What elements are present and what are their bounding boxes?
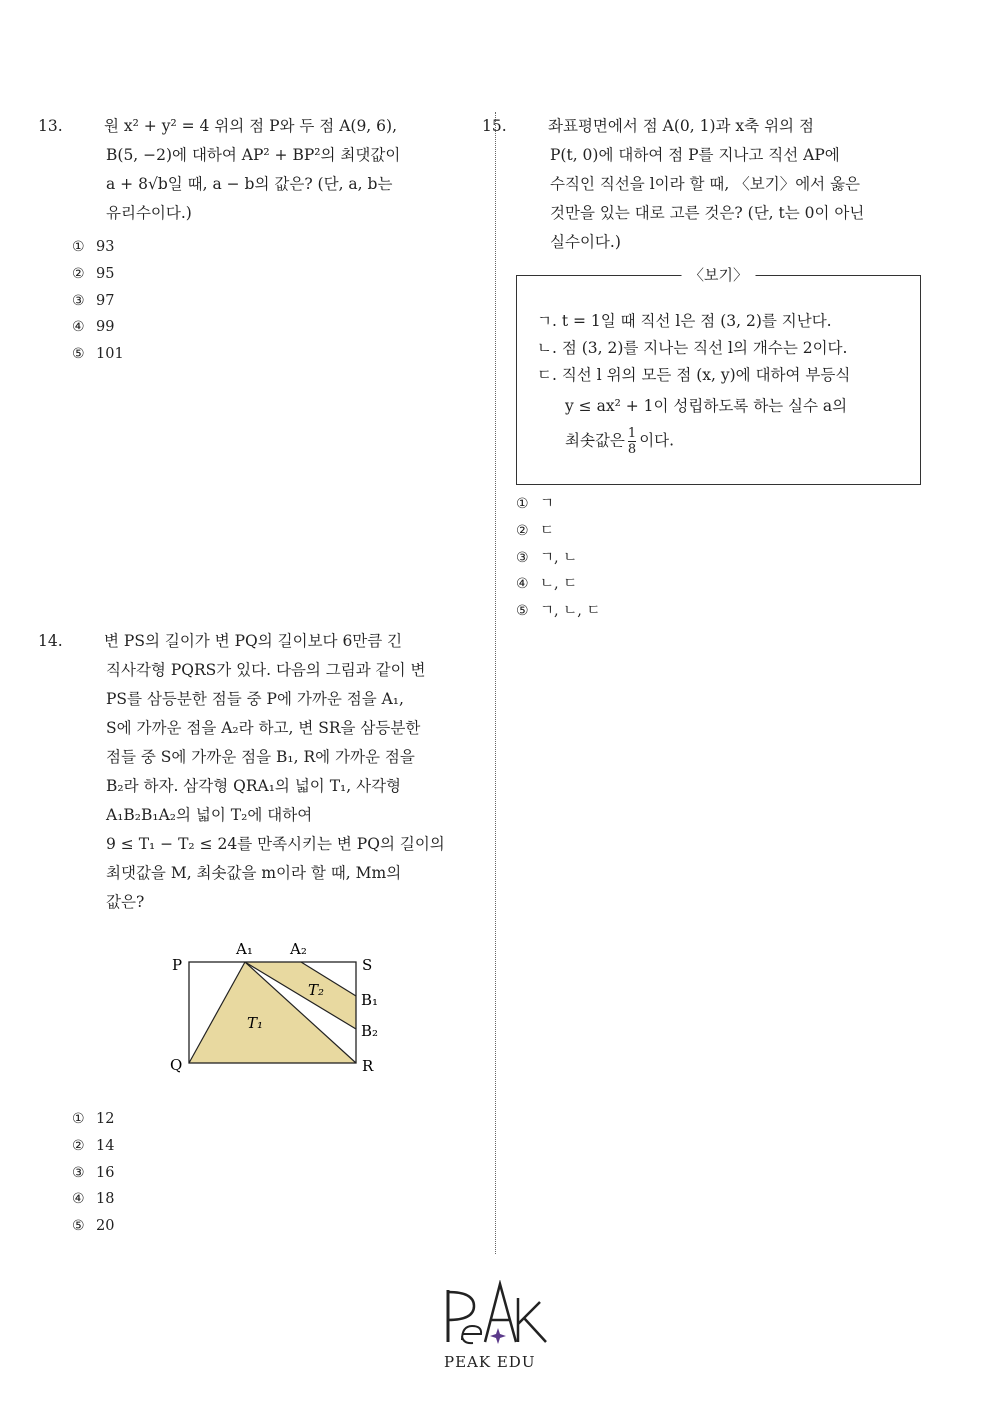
question-14 xyxy=(38,627,477,917)
choice-mark: ④ xyxy=(72,1191,85,1208)
choice-mark: ④ xyxy=(72,319,85,336)
question-15 xyxy=(482,112,921,625)
q15-number: 15. xyxy=(482,117,507,135)
bogi-box xyxy=(516,266,921,485)
q14-line: 값은? xyxy=(106,893,145,911)
q13-line-3: a + 8√b일 때, a − b의 값은? (단, a, b는 xyxy=(106,175,393,193)
bogi-item-digeut-cont: y ≤ ax² + 1이 성립하도록 하는 실수 a의 xyxy=(565,397,848,415)
left-column xyxy=(38,112,477,1235)
q15-line: 실수이다.) xyxy=(550,233,621,251)
q15-choice-1[interactable] xyxy=(516,491,921,518)
q15-choice-3[interactable] xyxy=(516,545,921,572)
choice-text: ㄷ xyxy=(540,522,555,539)
choice-mark: ④ xyxy=(516,576,529,593)
q14-line: B₂라 하자. 삼각형 QRA₁의 넓이 T₁, 사각형 xyxy=(106,777,402,795)
bogi-items xyxy=(537,308,912,457)
choice-text: 14 xyxy=(96,1137,115,1154)
choice-mark: ② xyxy=(72,265,85,282)
q13-number: 13. xyxy=(38,117,63,135)
q14-choice-5[interactable] xyxy=(72,1213,114,1240)
question-13 xyxy=(38,112,477,368)
choice-text: 12 xyxy=(96,1111,115,1127)
q15-choice-2[interactable] xyxy=(516,518,921,545)
choice-text: 101 xyxy=(96,346,124,363)
q14-line: S에 가까운 점을 A₂라 하고, 변 SR을 삼등분한 xyxy=(106,719,421,737)
choice-mark: ① xyxy=(72,239,85,255)
q15-line: 좌표평면에서 점 A(0, 1)과 x축 위의 점 xyxy=(548,117,814,135)
right-column xyxy=(482,112,921,625)
q13-choices xyxy=(72,234,477,368)
label-a1: A₁ xyxy=(236,940,253,958)
choice-text: 93 xyxy=(96,239,115,255)
choice-mark: ③ xyxy=(72,292,85,309)
choice-text: 16 xyxy=(96,1164,115,1181)
label-b1: B₁ xyxy=(361,991,379,1009)
label-s: S xyxy=(362,956,373,974)
bogi-title: 〈보기〉 xyxy=(681,265,756,285)
q15-line: 수직인 직선을 l이라 할 때, 〈보기〉에서 옳은 xyxy=(550,175,861,193)
q14-choice-1[interactable] xyxy=(72,1106,114,1133)
q15-choices xyxy=(516,491,921,625)
q15-choice-4[interactable] xyxy=(516,571,921,598)
choice-mark: ② xyxy=(72,1137,85,1154)
label-a2: A₂ xyxy=(290,940,307,958)
q13-choice-3[interactable] xyxy=(72,288,477,315)
q14-line: 직사각형 PQRS가 있다. 다음의 그림과 같이 변 xyxy=(106,661,426,679)
q13-choice-1[interactable] xyxy=(72,234,477,261)
q15-line: P(t, 0)에 대하여 점 P를 지나고 직선 AP에 xyxy=(550,146,840,164)
q14-choices xyxy=(72,1106,114,1240)
q15-stem xyxy=(482,112,921,257)
fraction-denominator: 8 xyxy=(627,442,637,457)
q14-line: 최댓값을 M, 최솟값을 m이라 할 때, Mm의 xyxy=(106,864,402,882)
choice-mark: ① xyxy=(72,1111,85,1127)
q13-line-1: 원 x² + y² = 4 위의 점 P와 두 점 A(9, 6), xyxy=(104,117,397,135)
q14-line: 변 PS의 길이가 변 PQ의 길이보다 6만큼 긴 xyxy=(104,632,403,650)
label-b2: B₂ xyxy=(361,1022,379,1040)
choice-mark: ② xyxy=(516,522,529,539)
choice-text: 99 xyxy=(96,319,115,336)
q15-line: 것만을 있는 대로 고른 것은? (단, t는 0이 아닌 xyxy=(550,204,865,222)
bogi-item-digeut: ㄷ. 직선 l 위의 모든 점 (x, y)에 대하여 부등식 xyxy=(537,366,851,384)
label-t1: T₁ xyxy=(247,1014,264,1032)
label-t2: T₂ xyxy=(308,981,325,999)
q14-number: 14. xyxy=(38,632,63,650)
bogi-end-text: 이다. xyxy=(639,431,675,450)
q13-line-2: B(5, −2)에 대하여 AP² + BP²의 최댓값이 xyxy=(106,146,401,164)
choice-text: ㄱ, ㄴ, ㄷ xyxy=(540,603,601,620)
choice-text: ㄱ xyxy=(540,496,555,512)
choice-mark: ⑤ xyxy=(516,603,529,620)
choice-text: 97 xyxy=(96,292,115,309)
label-r: R xyxy=(362,1057,374,1075)
q13-stem xyxy=(38,112,477,228)
bogi-item-digeut-last xyxy=(537,426,912,457)
q14-line: 9 ≤ T₁ − T₂ ≤ 24를 만족시키는 변 PQ의 길이의 xyxy=(106,835,445,853)
label-q: Q xyxy=(170,1056,183,1074)
q14-choice-2[interactable] xyxy=(72,1133,114,1160)
choice-text: 20 xyxy=(96,1218,115,1235)
bogi-item-nieun: ㄴ. 점 (3, 2)를 지나는 직선 l의 개수는 2이다. xyxy=(537,339,848,357)
choice-mark: ⑤ xyxy=(72,1218,85,1235)
bogi-item-giyeok: ㄱ. t = 1일 때 직선 l은 점 (3, 2)를 지난다. xyxy=(537,312,832,330)
q13-line-4: 유리수이다.) xyxy=(106,204,192,222)
fraction-numerator: 1 xyxy=(627,426,637,441)
q14-line: 점들 중 S에 가까운 점을 B₁, R에 가까운 점을 xyxy=(106,748,415,766)
q13-choice-5[interactable] xyxy=(72,341,477,368)
choice-text: 95 xyxy=(96,265,115,282)
q14-choice-4[interactable] xyxy=(72,1186,114,1213)
q14-line: PS를 삼등분한 점들 중 P에 가까운 점을 A₁, xyxy=(106,690,404,708)
bogi-min-text: 최솟값은 xyxy=(565,431,625,450)
q14-line: A₁B₂B₁A₂의 넓이 T₂에 대하여 xyxy=(106,806,313,824)
column-divider xyxy=(495,112,496,1254)
q14-choice-3[interactable] xyxy=(72,1160,114,1187)
choice-mark: ① xyxy=(516,496,529,512)
label-p: P xyxy=(172,956,183,974)
fraction-one-eighth xyxy=(628,426,636,457)
choice-mark: ③ xyxy=(516,549,529,566)
choice-text: ㄴ, ㄷ xyxy=(540,576,578,593)
q13-choice-4[interactable] xyxy=(72,314,477,341)
q13-choice-2[interactable] xyxy=(72,261,477,288)
q15-choice-5[interactable] xyxy=(516,598,921,625)
choice-mark: ⑤ xyxy=(72,346,85,363)
q14-stem xyxy=(38,627,477,917)
choice-text: 18 xyxy=(96,1191,115,1208)
choice-text: ㄱ, ㄴ xyxy=(540,549,578,566)
choice-mark: ③ xyxy=(72,1164,85,1181)
logo-name: PEAK EDU xyxy=(444,1353,536,1371)
q14-rectangle-figure xyxy=(164,940,394,1080)
